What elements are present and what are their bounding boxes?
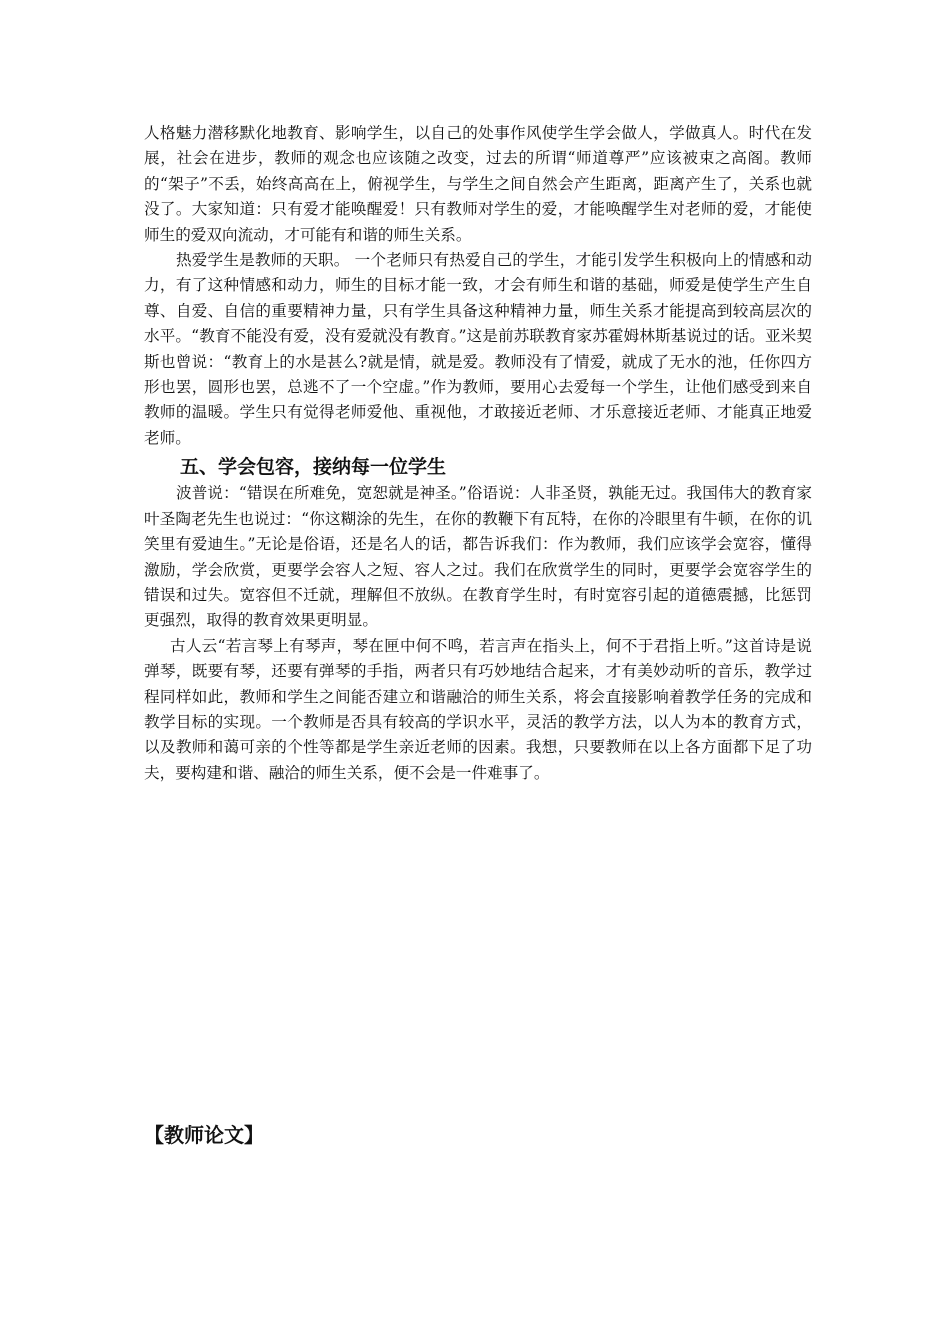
paper-category-label: 【教师论文】 bbox=[144, 1123, 264, 1147]
article-body bbox=[144, 121, 812, 786]
paragraph-continuation: 人格魅力潜移默化地教育、影响学生，以自己的处事作风使学生学会做人，学做真人。时代在发展，社会在进步，教师的观念也应该随之改变，过去的所谓“师道尊严”应该被束之高阁。教师的“架子”不丢，始终高高在上，俯视学生，与学生之间自然会产生距离，距离产生了，关系也就没了。大家知道：只有爱才能唤醒爱！只有教师对学生的爱，才能唤醒学生对老师的爱，才能使师生的爱双向流动，才可能有和谐的师生关系。 bbox=[144, 124, 812, 244]
paragraph-tolerance: 波普说：“错误在所难免，宽恕就是神圣。”俗语说：人非圣贤，孰能无过。我国伟大的教育家叶圣陶老先生也说过：“你这糊涂的先生，在你的教鞭下有瓦特，在你的冷眼里有牛顿，在你的讥笑里有爱迪生。”无论是俗语，还是名人的话，都告诉我们：作为教师，我们应该学会宽容，懂得激励，学会欣赏，更要学会容人之短、容人之过。我们在欣赏学生的同时，更要学会宽容学生的错误和过失。宽容但不迁就，理解但不放纵。在教育学生时，有时宽容引起的道德震撼，比惩罚更强烈，取得的教育效果更明显。 bbox=[144, 484, 812, 630]
paragraph-conclusion: 古人云“若言琴上有琴声，琴在匣中何不鸣，若言声在指头上，何不于君指上听。”这首诗是说弹琴，既要有琴，还要有弹琴的手指，两者只有巧妙地结合起来，才有美妙动听的音乐，教学过程同样如此，教师和学生之间能否建立和谐融洽的师生关系，将会直接影响着教学任务的完成和教学目标的实现。一个教师是否具有较高的学识水平，灵活的教学方法，以人为本的教育方式，以及教师和蔼可亲的个性等都是学生亲近老师的因素。我想，只要教师在以上各方面都下足了功夫，要构建和谐、融洽的师生关系，便不会是一件难事了。 bbox=[144, 636, 812, 782]
section-heading: 五、学会包容，接纳每一位学生 bbox=[180, 456, 447, 479]
paragraph-love-students: 热爱学生是教师的天职。 一个老师只有热爱自己的学生，才能引发学生积极向上的情感和动力，有了这种情感和动力，师生的目标才能一致，才会有师生和谐的基础，师爱是使学生产生自尊、自爱、自信的重要精神力量，只有学生具备这种精神力量，师生关系才能提高到较高层次的水平。“教育不能没有爱，没有爱就没有教育。”这是前苏联教育家苏霍姆林斯基说过的话。亚米契斯也曾说：“教育上的水是甚么?就是情，就是爱。教师没有了情爱，就成了无水的池，任你四方形也罢，圆形也罢，总逃不了一个空虚。”作为教师，要用心去爱每一个学生，让他们感受到来自教师的温暖。学生只有觉得老师爱他、重视他，才敢接近老师、才乐意接近老师、才能真正地爱老师。 bbox=[144, 251, 812, 447]
